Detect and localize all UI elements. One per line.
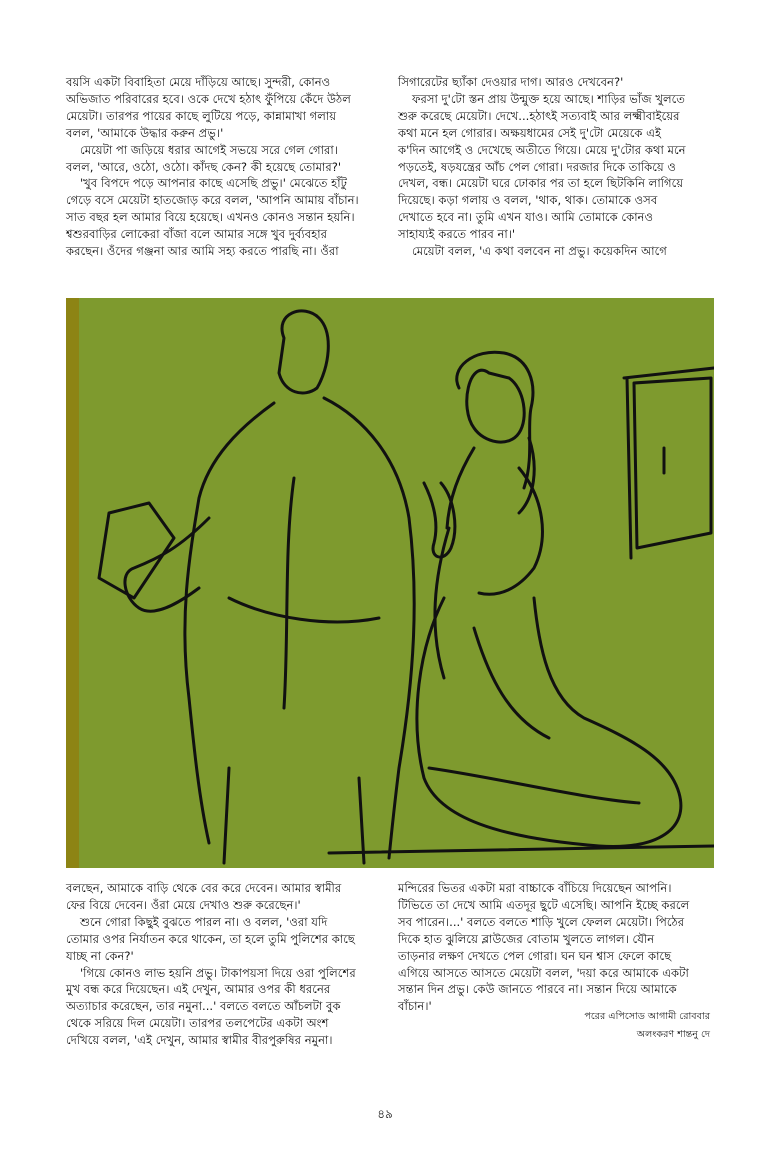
paragraph-line: সিগারেটের ছ্যাঁকা দেওয়ার দাগ। আরও দেখবেন?'	[398, 75, 624, 89]
paragraph-line: থেকে সরিয়ে দিল মেয়েটা। তারপর তলপেটের একটা অংশ	[66, 1016, 329, 1031]
paragraph-line: দিয়েছে। কড়া গলায় ও বলল, 'থাক, থাক। তোমাকে ওসব	[398, 193, 658, 208]
illustrator-credit: অলংকরণ শান্তনু দে	[636, 1029, 710, 1040]
paragraph-line: অত্যাচার করেছেন, তার নমুনা...' বলতে বলতে আঁচলটা বুক	[66, 999, 341, 1014]
paragraph-line: সাত বছর হল আমার বিয়ে হয়েছে। এখনও কোনও সন্তান হয়নি।	[66, 210, 355, 225]
story-column-bottom-right	[398, 880, 710, 1015]
paragraph-line: এগিয়ে আসতে আসতে মেয়েটা বলল, 'দয়া করে আমাকে একটা	[398, 965, 689, 980]
paragraph-line: দেখিয়ে বলল, 'এই দেখুন, আমার স্বামীর বীরপুরুষির নমুনা।	[66, 1033, 333, 1048]
paragraph-line: মেয়েটা। তারপর পায়ের কাছে লুটিয়ে পড়ে, কান্নামাখা গলায়	[66, 108, 337, 123]
paragraph-line: ফরসা দু'টো স্তন প্রায় উন্মুক্ত হয়ে আছে। শাড়ির ভাঁজ খুলতে	[412, 91, 685, 106]
paragraph-line: মেয়েটা বলল, 'এ কথা বলবেন না প্রভু। কয়েকদিন আগে	[412, 244, 667, 259]
paragraph-line: ফের বিয়ে দেবেন। ওঁরা মেয়ে দেখাও শুরু করেছেন।'	[66, 897, 301, 912]
paragraph-line: 'গিয়ে কোনও লাভ হয়নি প্রভু। টাকাপয়সা দিয়ে ওরা পুলিশের	[80, 965, 356, 980]
paragraph-line: মন্দিরের ভিতর একটা মরা বাচ্চাকে বাঁচিয়ে দিয়েছেন আপনি।	[398, 881, 672, 895]
illustration-drawing	[79, 298, 714, 868]
illustration-side-strip	[66, 298, 79, 868]
paragraph-line: বাঁচান।'	[398, 999, 432, 1014]
paragraph-line: যাচ্ছ না কেন?'	[66, 948, 134, 963]
paragraph-line: দেখল, বন্ধ। মেয়েটা ঘরে ঢোকার পর তা হলে ছিটকিনি লাগিয়ে	[398, 176, 684, 191]
paragraph-line: সাহায্যই করতে পারব না।'	[398, 227, 516, 242]
paragraph-line: সব পারেন।...' বলতে বলতে শাড়ি খুলে ফেলল মেয়েটা। পিঠের	[398, 914, 685, 929]
paragraph-line: বলছেন, আমাকে বাড়ি থেকে বের করে দেবেন। আমার স্বামীর	[66, 881, 342, 895]
paragraph-line: বয়সি একটা বিবাহিতা মেয়ে দাঁড়িয়ে আছে। সুন্দরী, কোনও	[66, 75, 331, 89]
page-number: ৪৯	[377, 1107, 393, 1121]
next-episode-note: পরের এপিসোড আগামী রোববার	[584, 1011, 710, 1022]
paragraph-line: ক'দিন আগেই ও দেখেছে অতীতে গিয়ে। মেয়ে দু'টোর কথা মনে	[398, 142, 686, 157]
paragraph-line: করছেন। ওঁদের গঞ্জনা আর আমি সহ্য করতে পারছি না। ওঁরা	[66, 244, 339, 259]
credits-block	[520, 1008, 710, 1044]
paragraph-line: বলল, 'আমাকে উদ্ধার করুন প্রভু।'	[66, 125, 224, 140]
paragraph-line: শুরু করেছে মেয়েটা। দেখে...হঠাৎই সত্যবাই আর লক্ষ্মীবাইয়ের	[398, 108, 680, 123]
paragraph-line: দেখাতে হবে না। তুমি এখন যাও। আমি তোমাকে কোনও	[398, 210, 654, 225]
story-column-bottom-left	[66, 880, 366, 1049]
paragraph-line: বলল, 'আরে, ওঠো, ওঠো। কাঁদছ কেন? কী হয়েছে তোমার?'	[66, 159, 342, 174]
paragraph-line: পড়তেই, ষড়যন্ত্রের আঁচ পেল গোরা। দরজার দিকে তাকিয়ে ও	[398, 159, 676, 174]
paragraph-line: অভিজাত পরিবারের হবে। ওকে দেখে হঠাৎ ফুঁপিয়ে কেঁদে উঠল	[66, 91, 351, 106]
story-illustration	[66, 298, 714, 868]
paragraph-line: গেড়ে বসে মেয়েটা হাতজোড় করে বলল, 'আপনি আমায় বাঁচান।	[66, 193, 359, 208]
paragraph-line: সন্তান দিন প্রভু। কেউ জানতে পারবে না। সন্তান দিয়ে আমাকে	[398, 982, 677, 997]
paragraph-line: তাড়নার লক্ষণ দেখতে পেল গোরা। ঘন ঘন শ্বাস ফেলে কাছে	[398, 948, 672, 963]
story-column-top-right	[398, 74, 710, 260]
paragraph-line: টিভিতে তা দেখে আমি এতদূর ছুটে এসেছি। আপনি ইচ্ছে করলে	[398, 897, 690, 912]
paragraph-line: 'খুব বিপদে পড়ে আপনার কাছে এসেছি প্রভু।' মেঝেতে হাঁটু	[80, 176, 347, 191]
paragraph-line: শ্বশুরবাড়ির লোকেরা বাঁজা বলে আমার সঙ্গে খুব দুর্ব্যবহার	[66, 227, 328, 242]
story-column-top-left	[66, 74, 366, 260]
paragraph-line: কথা মনে হল গোরার। অক্ষয়ধামের সেই দু'টো মেয়েকে এই	[398, 125, 662, 140]
paragraph-line: মেয়েটা পা জড়িয়ে ধরার আগেই সভয়ে সরে গেল গোরা।	[80, 142, 338, 157]
paragraph-line: মুখ বন্ধ করে দিয়েছেন। এই দেখুন, আমার ওপর কী ধরনের	[66, 982, 331, 997]
paragraph-line: তোমার ওপর নির্যাতন করে থাকেন, তা হলে তুমি পুলিশের কাছে	[66, 931, 355, 946]
paragraph-line: শুনে গোরা কিছুই বুঝতে পারল না। ও বলল, 'ওরা যদি	[80, 914, 328, 929]
paragraph-line: দিকে হাত ঝুলিয়ে ব্লাউজের বোতাম খুলতে লাগল। যৌন	[398, 931, 655, 946]
